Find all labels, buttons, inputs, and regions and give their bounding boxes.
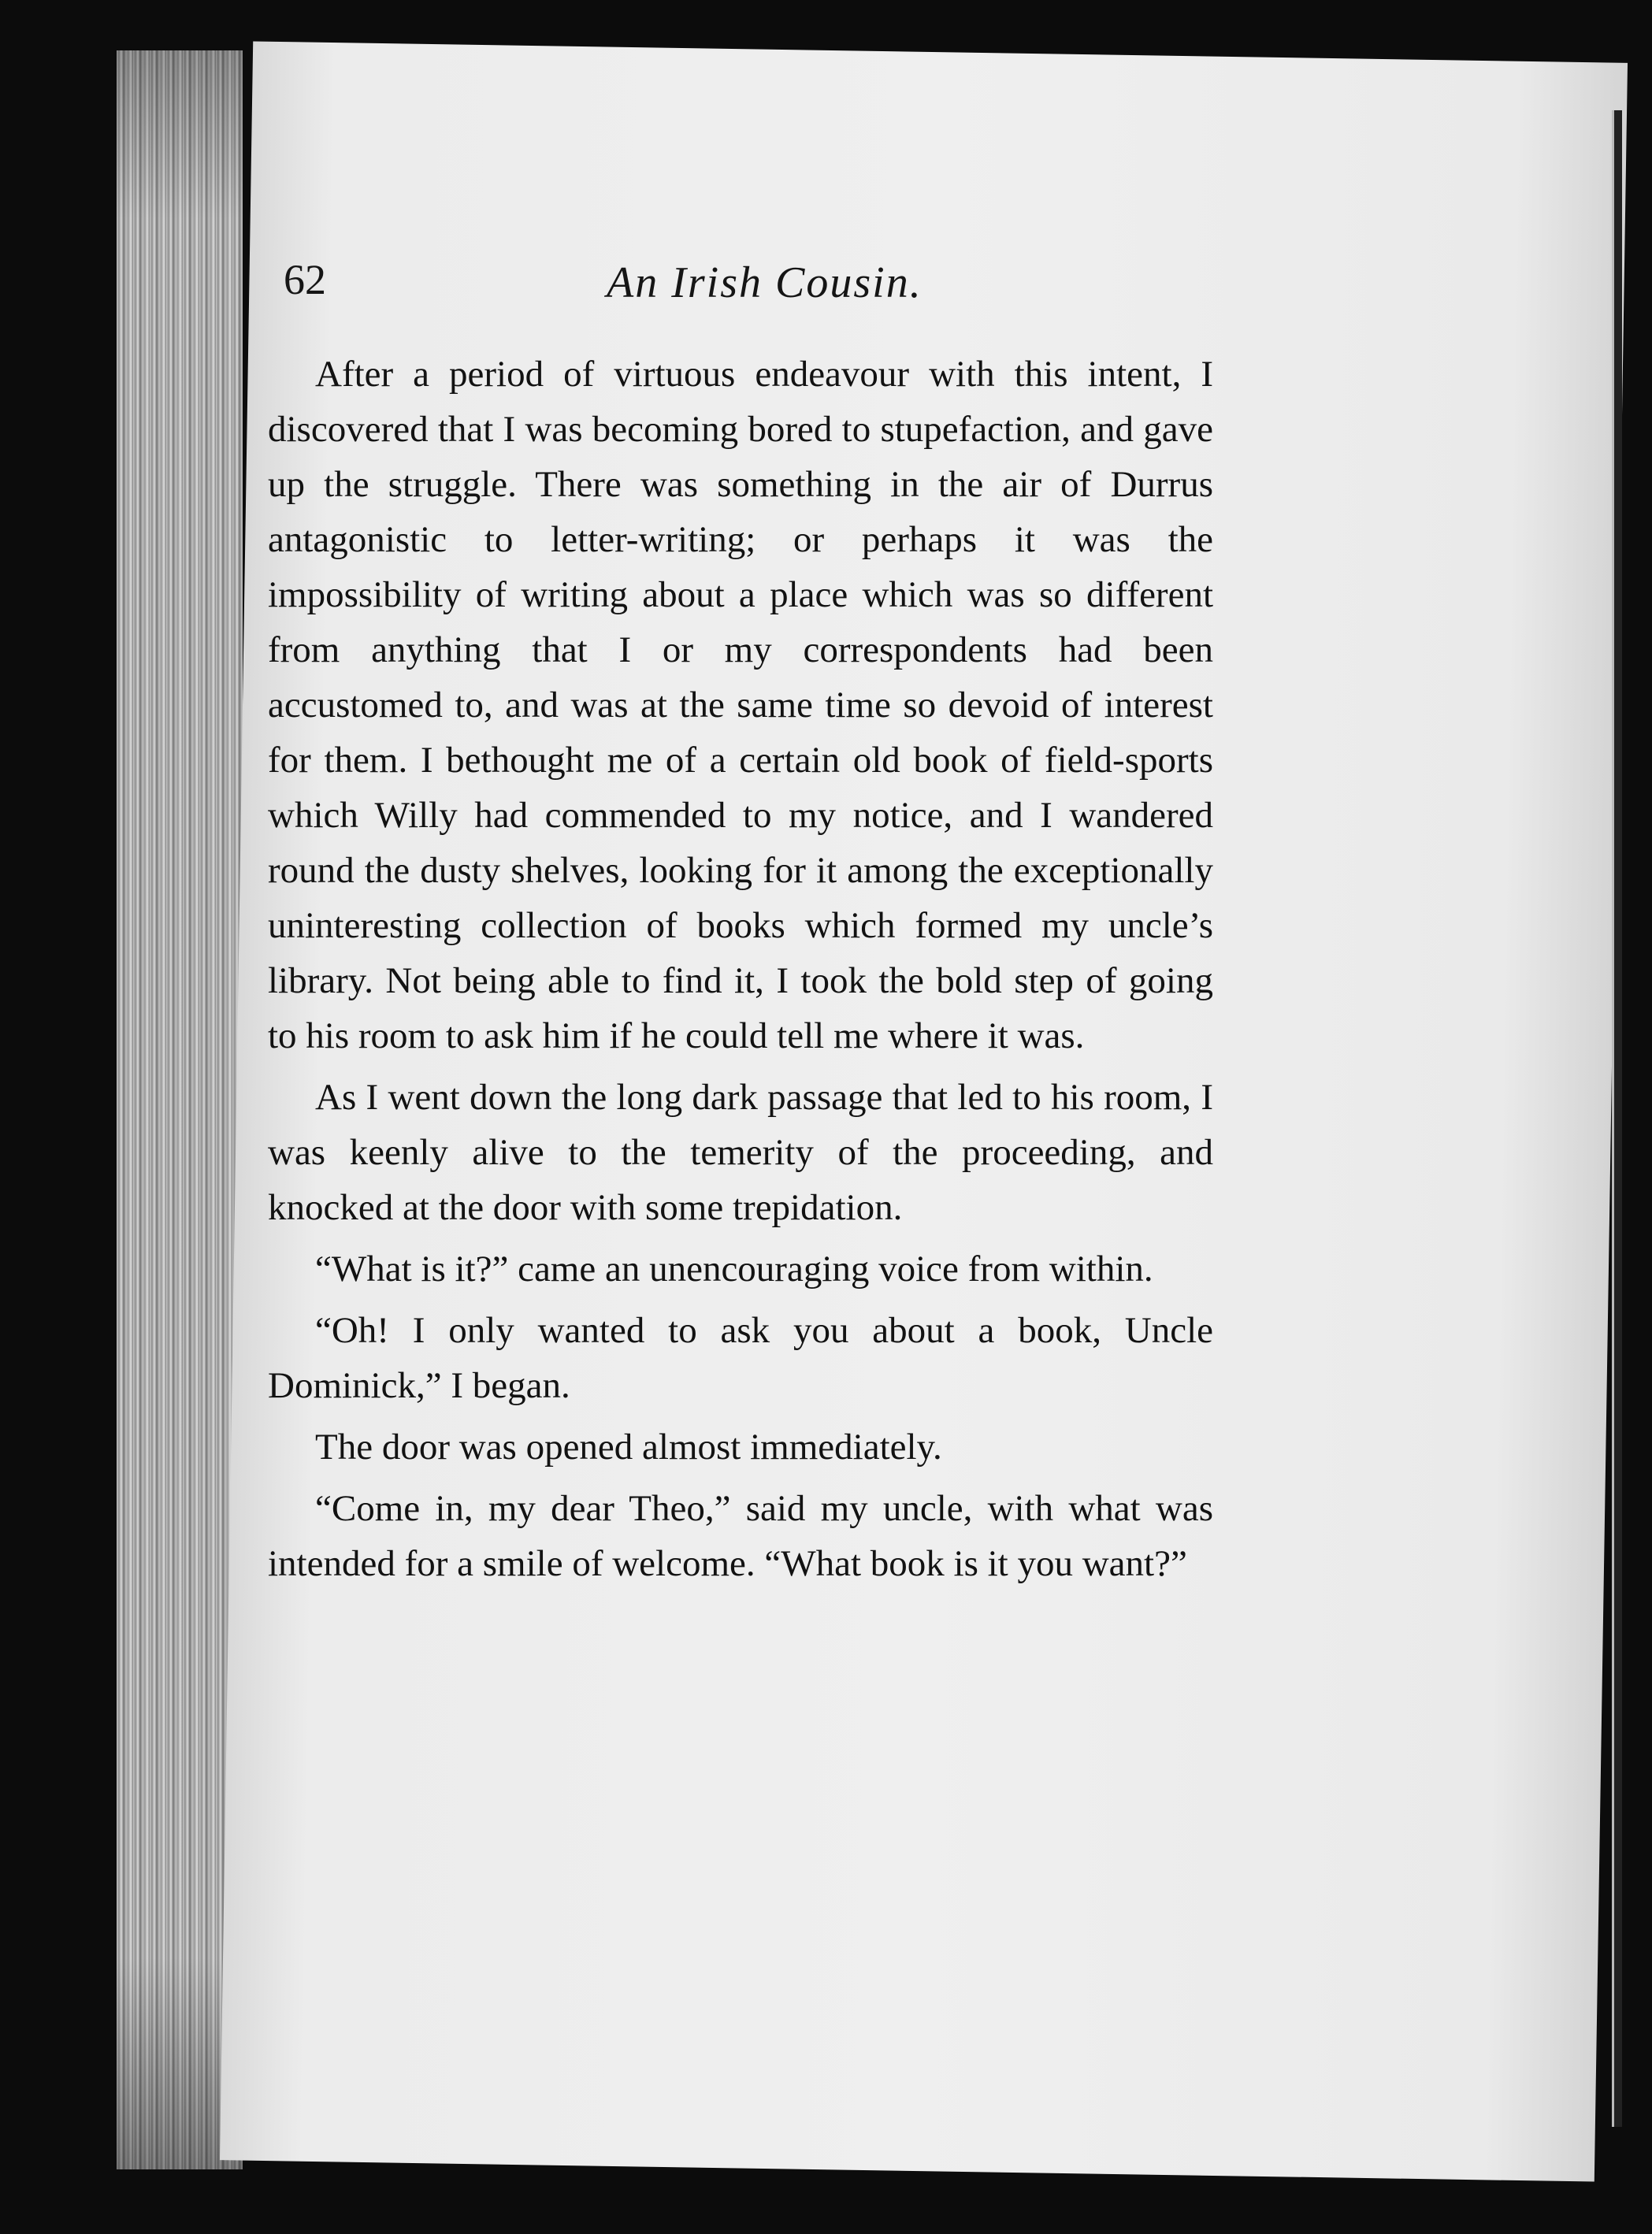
paragraph: “What is it?” came an unencouraging voice from within. — [315, 1249, 1153, 1290]
paragraph: “Come in, my dear Theo,” said my uncle, with what was intended for a smile of welcome. “What book is it you want?” — [268, 1488, 1213, 1584]
running-title: An Irish Cousin. — [607, 258, 923, 307]
page-number: 62 — [284, 256, 326, 303]
page-header — [284, 236, 1150, 323]
book-edge-shadow — [117, 50, 243, 2169]
paragraph: After a period of virtuous endeavour with this intent, I discovered that I was becoming bored to stupefaction, and gave up the struggle. There was something in the air of Durrus antagonistic to letter-writing; or perhaps it was the impossibility of writing about a place which was so different from anything that I or my correspondents had been accustomed to, and was at the same time so devoid of interest for them. I bethought me of a certain old book of field-sports which Willy had commended to my notice, and I wandered round the dusty shelves, looking for it among the exceptionally uninteresting collection of books which formed my uncle’s library. Not being able to find it, I took the bold step of going to his room to ask him if he could tell me where it was. — [268, 354, 1213, 1056]
page-right-border — [1612, 110, 1622, 2127]
paragraph: As I went down the long dark passage that led to his room, I was keenly alive to the temerity of the proceeding, and knocked at the door with some trepidation. — [268, 1077, 1213, 1228]
body-text — [268, 347, 1213, 1598]
paragraph: “Oh! I only wanted to ask you about a book, Uncle Dominick,” I began. — [268, 1310, 1213, 1406]
paragraph: The door was opened almost immediately. — [315, 1427, 942, 1468]
